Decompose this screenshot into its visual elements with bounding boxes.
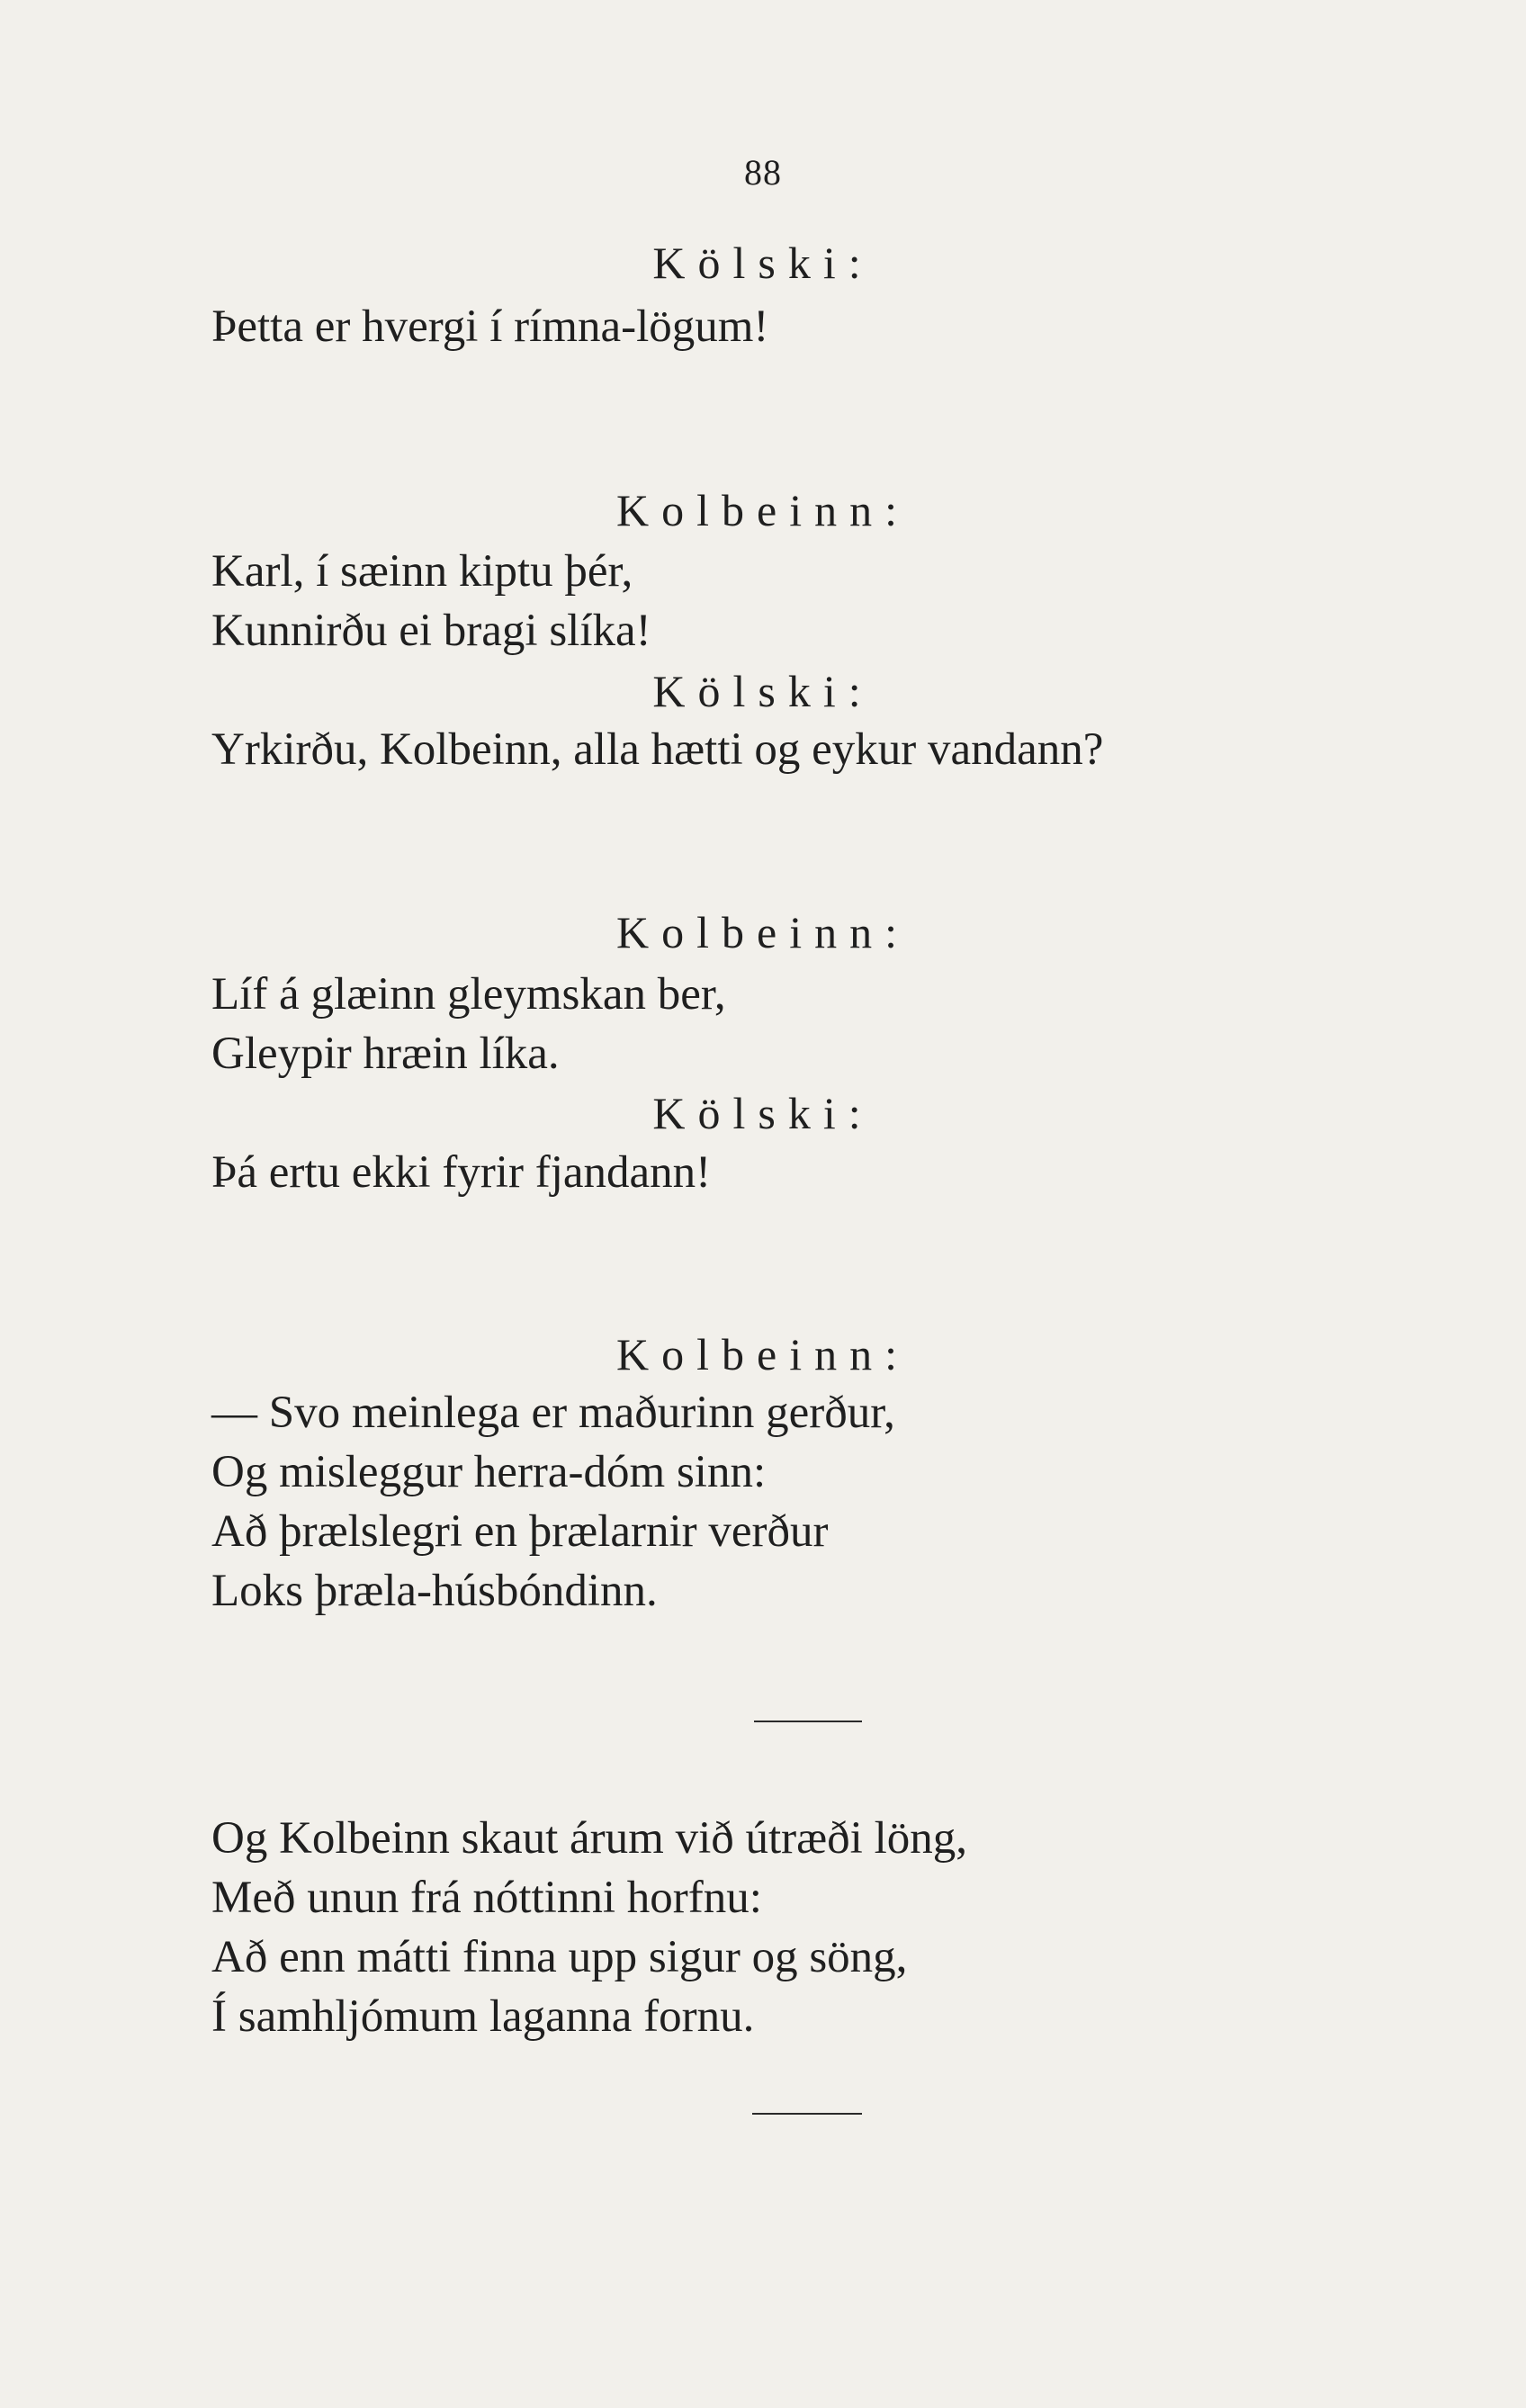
verse-line-group xyxy=(211,965,1381,1083)
speaker-kolbeinn: Kolbeinn: xyxy=(616,485,910,535)
verse-line: Að þrælslegri en þrælarnir verður xyxy=(211,1506,829,1557)
verse-line-group xyxy=(211,720,1381,779)
verse-line: Gleypir hræin líka. xyxy=(211,1029,560,1079)
speaker-kolbeinn: Kolbeinn: xyxy=(616,907,910,957)
verse-line: Þetta er hvergi í rímna-lögum! xyxy=(211,301,769,352)
speaker-kolski: Kölski: xyxy=(652,1088,874,1138)
end-divider xyxy=(752,2113,862,2115)
verse-line: Með unun frá nóttinni horfnu: xyxy=(211,1873,762,1923)
verse-line: Karl, í sæinn kiptu þér, xyxy=(211,546,633,597)
page-number: 88 xyxy=(744,152,782,193)
verse-line-group xyxy=(211,1143,1381,1202)
verse-line: Að enn mátti finna upp sigur og söng, xyxy=(211,1932,908,1982)
section-divider xyxy=(754,1721,862,1722)
verse-line: Þá ertu ekki fyrir fjandann! xyxy=(211,1147,712,1198)
verse-line: Og misleggur herra-dóm sinn: xyxy=(211,1447,767,1497)
verse-line: Yrkirðu, Kolbeinn, alla hætti og eykur vandann? xyxy=(211,724,1104,775)
speaker-kolski: Kölski: xyxy=(652,666,874,716)
verse-line: Og Kolbeinn skaut árum við útræði löng, xyxy=(211,1813,968,1864)
verse-line-group xyxy=(211,542,1381,660)
verse-line: Kunnirðu ei bragi slíka! xyxy=(211,606,651,656)
speaker-kolbeinn: Kolbeinn: xyxy=(616,1329,910,1379)
speaker-kolski: Kölski: xyxy=(652,238,874,288)
verse-line: Í samhljómum laganna fornu. xyxy=(211,1991,755,2042)
verse-line-group xyxy=(211,297,1381,356)
verse-line: — Svo meinlega er maðurinn gerður, xyxy=(211,1388,895,1438)
verse-stanza xyxy=(211,1383,1381,1621)
verse-line: Líf á glæinn gleymskan ber, xyxy=(211,969,726,1020)
closing-stanza xyxy=(211,1809,1381,2046)
verse-line: Loks þræla-húsbóndinn. xyxy=(211,1566,658,1616)
